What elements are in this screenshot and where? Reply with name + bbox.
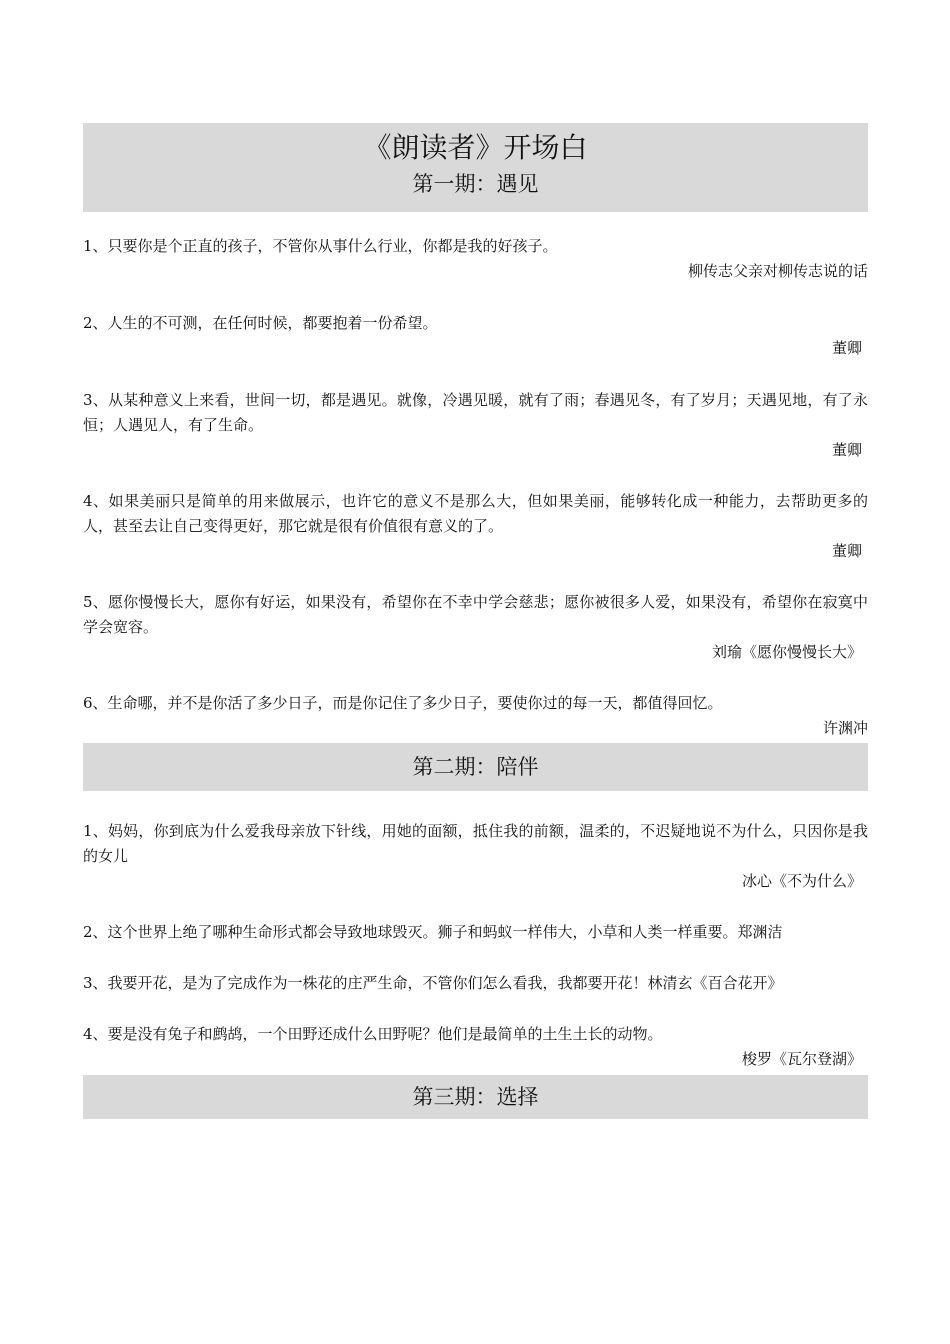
quote-source: 许渊冲 xyxy=(822,719,868,737)
issue-3-heading: 第三期：选择 xyxy=(83,1075,868,1119)
issue-2-heading: 第二期：陪伴 xyxy=(83,743,868,791)
quote-item xyxy=(83,971,868,996)
section-2-quotes xyxy=(83,791,868,1072)
quote-source: 梭罗《瓦尔登湖》 xyxy=(741,1050,862,1068)
quote-source: 柳传志父亲对柳传志说的话 xyxy=(687,262,868,280)
quote-source: 刘瑜《愿你慢慢长大》 xyxy=(711,643,862,661)
quote-item xyxy=(83,1022,868,1072)
quote-item xyxy=(83,590,868,665)
quote-text: 1、只要你是个正直的孩子，不管你从事什么行业，你都是我的好孩子。 xyxy=(83,237,558,255)
document-page xyxy=(83,123,868,1119)
quote-source: 董卿 xyxy=(831,542,862,560)
quote-item xyxy=(83,311,868,361)
quote-text: 1、妈妈，你到底为什么爱我母亲放下针线，用她的面额，抵住我的前额，温柔的，不迟疑地说不为什么，只因你是我的女儿 xyxy=(83,822,868,865)
quote-text: 3、我要开花，是为了完成作为一株花的庄严生命，不管你们怎么看我，我都要开花！林清玄《百合花开》 xyxy=(83,974,783,992)
title-band xyxy=(83,123,868,212)
quote-item xyxy=(83,489,868,564)
section-1-quotes xyxy=(83,212,868,741)
quote-text: 2、人生的不可测，在任何时候，都要抱着一份希望。 xyxy=(83,314,438,332)
quote-item xyxy=(83,920,868,945)
quote-item xyxy=(83,234,868,284)
issue-1-heading: 第一期：遇见 xyxy=(412,172,539,196)
quote-text: 6、生命哪，并不是你活了多少日子，而是你记住了多少日子，要使你过的每一天，都值得回忆。 xyxy=(83,694,723,712)
quote-source: 董卿 xyxy=(831,441,862,459)
quote-item xyxy=(83,388,868,463)
quote-text: 5、愿你慢慢长大，愿你有好运，如果没有，希望你在不幸中学会慈悲；愿你被很多人爱，如果没有，希望你在寂寞中学会宽容。 xyxy=(83,593,868,636)
document-title: 《朗读者》开场白 xyxy=(363,131,588,164)
quote-text: 2、这个世界上绝了哪种生命形式都会导致地球毁灭。狮子和蚂蚁一样伟大，小草和人类一样重要。郑渊洁 xyxy=(83,923,783,941)
quote-text: 4、要是没有兔子和鹧鸪，一个田野还成什么田野呢？他们是最简单的土生土长的动物。 xyxy=(83,1025,663,1043)
quote-text: 3、从某种意义上来看，世间一切，都是遇见。就像，冷遇见暖，就有了雨；春遇见冬，有了岁月；天遇见地，有了永恒；人遇见人，有了生命。 xyxy=(83,391,868,434)
quote-source: 董卿 xyxy=(831,339,862,357)
quote-item xyxy=(83,819,868,894)
quote-source: 冰心《不为什么》 xyxy=(741,872,862,890)
quote-text: 4、如果美丽只是简单的用来做展示，也许它的意义不是那么大，但如果美丽，能够转化成一种能力，去帮助更多的人，甚至去让自己变得更好，那它就是很有价值很有意义的了。 xyxy=(83,492,868,535)
quote-item xyxy=(83,691,868,741)
